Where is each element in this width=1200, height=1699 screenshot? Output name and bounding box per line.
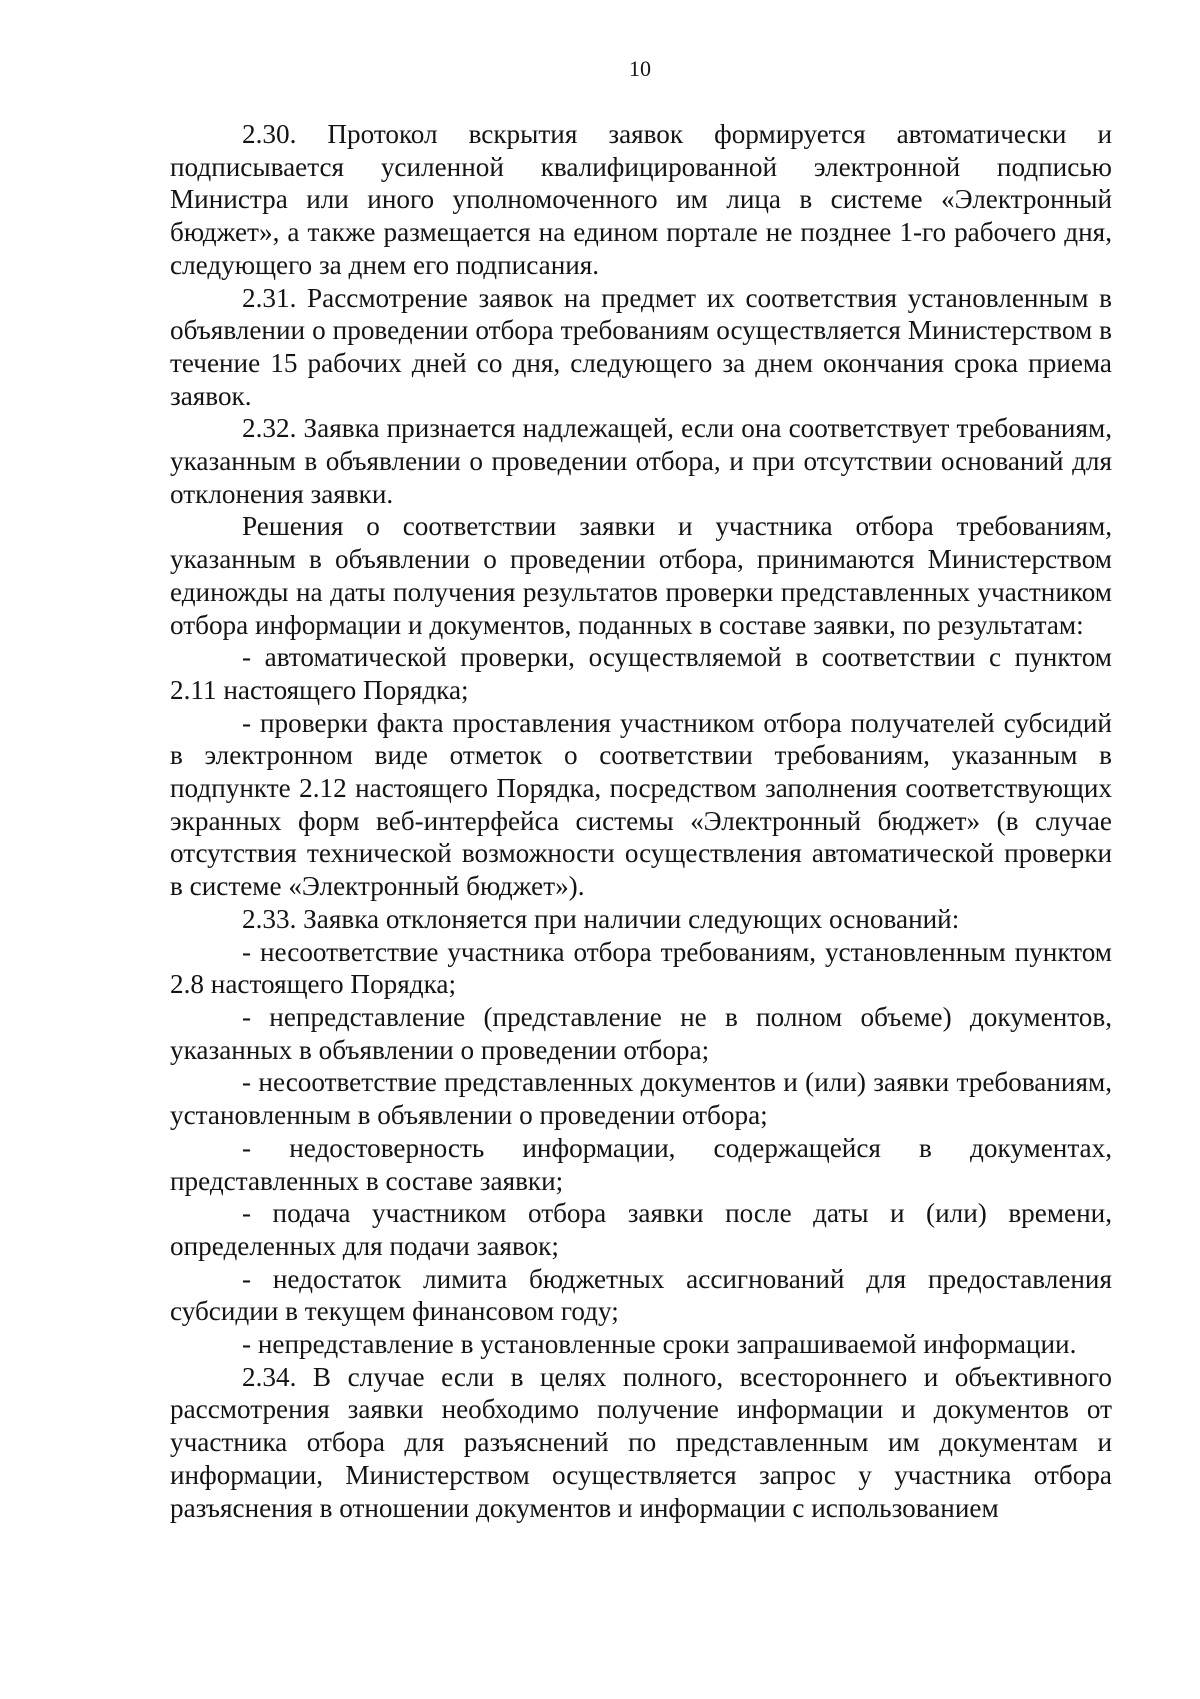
paragraph-2-30: 2.30. Протокол вскрытия заявок формируется автоматически и подписывается усиленной квалифицированной электронной подписью Министра или иного уполномоченного им лица в системе «Электронный бюджет», а также размещается на едином портале не позднее 1-го рабочего дня, следующего за днем его подписания. <box>170 119 1112 280</box>
list-item-missing-documents: - непредставление (представление не в полном объеме) документов, указанных в объявлении о проведении отбора; <box>170 1001 1112 1065</box>
document-body <box>170 118 1112 1524</box>
list-item-unreliable-info: - недостоверность информации, содержащейся в документах, представленных в составе заявки; <box>170 1132 1112 1196</box>
list-item-participant-mismatch: - несоответствие участника отбора требованиям, установленным пунктом 2.8 настоящего Порядка; <box>170 936 1112 1000</box>
paragraph-2-31: 2.31. Рассмотрение заявок на предмет их соответствия установленным в объявлении о проведении отбора требованиям осуществляется Министерством в течение 15 рабочих дней со дня, следующего за днем окончания срока приема заявок. <box>170 282 1112 411</box>
list-item-budget-limit: - недостаток лимита бюджетных ассигнований для предоставления субсидии в текущем финансовом году; <box>170 1263 1112 1327</box>
list-item-missing-information: - непредставление в установленные сроки запрашиваемой информации. <box>242 1329 1077 1360</box>
paragraph-decisions: Решения о соответствии заявки и участника отбора требованиям, указанным в объявлении о проведении отбора, принимаются Министерством единожды на даты получения результатов проверки представленных участником отбора информации и документов, поданных в составе заявки, по результатам: <box>170 511 1112 640</box>
page-number: 10 <box>629 56 651 81</box>
list-item-late-submission: - подача участником отбора заявки после даты и (или) времени, определенных для подачи заявок; <box>170 1198 1112 1261</box>
list-item-documents-mismatch: - несоответствие представленных документов и (или) заявки требованиям, установленным в объявлении о проведении отбора; <box>170 1067 1112 1131</box>
list-item-automatic-check: - автоматической проверки, осуществляемой в соответствии с пунктом 2.11 настоящего Порядка; <box>170 642 1112 705</box>
list-item-marks-check: - проверки факта проставления участником отбора получателей субсидий в электронном виде отметок о соответствии требованиям, указанным в подпункте 2.12 настоящего Порядка, посредством заполнения соответствующих экранных форм веб-интерфейса системы «Электронный бюджет» (в случае отсутствия технической возможности осуществления автоматической проверки в системе «Электронный бюджет»). <box>170 707 1112 902</box>
paragraph-2-32: 2.32. Заявка признается надлежащей, если она соответствует требованиям, указанным в объявлении о проведении отбора, и при отсутствии оснований для отклонения заявки. <box>170 413 1112 509</box>
paragraph-2-33: 2.33. Заявка отклоняется при наличии следующих оснований: <box>242 903 960 934</box>
paragraph-2-34: 2.34. В случае если в целях полного, всестороннего и объективного рассмотрения заявки необходимо получение информации и документов от участника отбора для разъяснений по представленным им документам и информации, Министерством осуществляется запрос у участника отбора разъяснения в отношении документов и информации с использованием <box>170 1361 1112 1523</box>
